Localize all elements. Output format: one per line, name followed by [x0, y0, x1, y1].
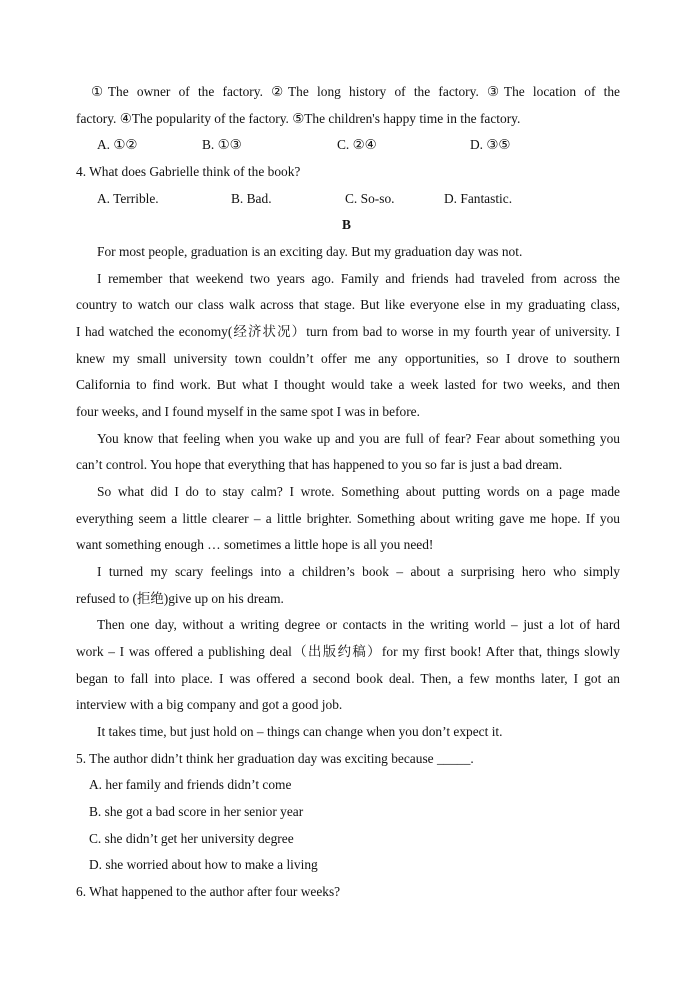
- passage-line: So what did I do to stay calm? I wrote. Something about putting words on a page made: [97, 484, 620, 499]
- section-heading: B: [342, 217, 351, 232]
- passage-line: I had watched the economy(经济状况）turn from bad to worse in my fourth year of university. I: [76, 324, 620, 339]
- q3-options-line-2: factory. ④The popularity of the factory. ⑤The children's happy time in the factory.: [76, 111, 521, 126]
- q6-question: 6. What happened to the author after four weeks?: [76, 884, 341, 899]
- passage-line: knew my small university town couldn’t offer me any opportunities, so I drove to southern: [76, 351, 620, 366]
- passage-line: I turned my scary feelings into a children’s book – about a surprising hero who simply: [97, 564, 620, 579]
- passage-line: refused to (拒绝)give up on his dream.: [76, 591, 284, 606]
- passage-line: I remember that weekend two years ago. Family and friends had traveled from across the: [97, 271, 620, 286]
- passage-line: For most people, graduation is an exciting day. But my graduation day was not.: [97, 244, 523, 259]
- passage-line: began to fall into place. I was offered a second book deal. Then, a few months later, I got an: [76, 671, 620, 686]
- passage-line: You know that feeling when you wake up and you are full of fear? Fear about something you: [97, 431, 620, 446]
- q3-choice-a: A. ①②: [97, 137, 138, 152]
- passage-line: interview with a big company and got a good job.: [76, 697, 343, 712]
- passage-line: everything seem a little clearer – a little brighter. Something about writing gave me hope. If you: [76, 511, 620, 526]
- q4-question: 4. What does Gabrielle think of the book?: [76, 164, 301, 179]
- passage-line: want something enough … sometimes a little hope is all you need!: [76, 537, 434, 552]
- passage-line: It takes time, but just hold on – things can change when you don’t expect it.: [97, 724, 503, 739]
- q5-choice-c: C. she didn’t get her university degree: [89, 831, 294, 846]
- passage-line: can’t control. You hope that everything that has happened to you so far is just a bad dream.: [76, 457, 563, 472]
- q5-choice-b: B. she got a bad score in her senior year: [89, 804, 304, 819]
- passage-line: four weeks, and I found myself in the same spot I was in before.: [76, 404, 420, 419]
- q4-choice-c: C. So-so.: [345, 191, 395, 206]
- passage-line: California to find work. But what I thought would take a week lasted for two weeks, and then: [76, 377, 620, 392]
- q3-choice-d: D. ③⑤: [470, 137, 511, 152]
- q3-choice-c: C. ②④: [337, 137, 377, 152]
- passage-line: country to watch our class walk across that stage. But like everyone else in my graduating class,: [76, 297, 620, 312]
- q4-choice-b: B. Bad.: [231, 191, 272, 206]
- q5-question: 5. The author didn’t think her graduation day was exciting because _____.: [76, 751, 474, 766]
- q3-choice-b: B. ①③: [202, 137, 242, 152]
- q4-choice-a: A. Terrible.: [97, 191, 159, 206]
- q5-choice-d: D. she worried about how to make a living: [89, 857, 318, 872]
- passage-line: work – I was offered a publishing deal（出版约稿）for my first book! After that, things slowly: [76, 644, 620, 659]
- passage-line: Then one day, without a writing degree or contacts in the writing world – just a lot of hard: [97, 617, 620, 632]
- q5-choice-a: A. her family and friends didn’t come: [89, 777, 292, 792]
- q3-options-line-1: ①The owner of the factory. ②The long history of the factory. ③The location of the: [91, 84, 620, 99]
- q4-choice-d: D. Fantastic.: [444, 191, 513, 206]
